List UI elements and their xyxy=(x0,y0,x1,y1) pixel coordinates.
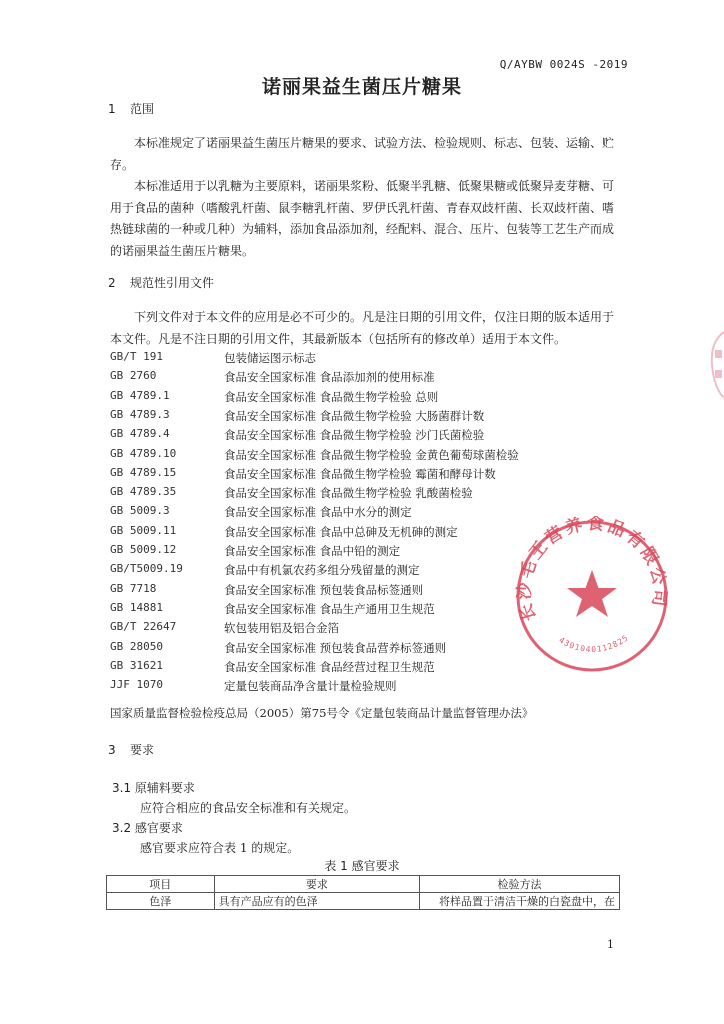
reference-title: 食品安全国家标准 食品微生物学检验 总则 xyxy=(224,389,439,404)
reference-title: 食品安全国家标准 预包装食品营养标签通则 xyxy=(224,640,447,655)
subsection-3-1-heading xyxy=(112,779,195,796)
reference-code: GB 4789.10 xyxy=(110,446,177,460)
section-number: 3 xyxy=(108,743,116,757)
table-header-cell: 项目 xyxy=(107,876,215,893)
reference-row xyxy=(110,678,630,698)
reference-title: 食品安全国家标准 食品微生物学检验 沙门氏菌检验 xyxy=(224,428,485,443)
seal-graphic xyxy=(512,516,672,676)
section-title: 范围 xyxy=(130,102,155,116)
star-icon xyxy=(567,570,617,617)
reference-title: 食品安全国家标准 预包装食品标签通则 xyxy=(224,582,424,597)
section-3-heading xyxy=(108,741,154,758)
reference-code: GB/T 22647 xyxy=(110,620,177,634)
table-header-cell: 要求 xyxy=(214,876,419,893)
standard-code: Q/AYBW 0024S -2019 xyxy=(499,58,628,71)
section-number: 1 xyxy=(108,102,116,116)
section-title: 要求 xyxy=(130,743,155,757)
subsection-3-2-heading xyxy=(112,819,183,836)
document-title: 诺丽果益生菌压片糖果 xyxy=(261,76,462,98)
subsection-3-2-text: 感官要求应符合表 1 的规定。 xyxy=(140,841,300,855)
reference-title: 食品安全国家标准 食品生产通用卫生规范 xyxy=(224,601,435,616)
subsection-number: 3.1 xyxy=(112,781,132,795)
reference-row xyxy=(110,389,630,409)
svg-text:长沙毛王营养食品有限公司 xyxy=(514,516,670,624)
reference-title: 食品安全国家标准 食品微生物学检验 乳酸菌检验 xyxy=(224,486,473,501)
table-row xyxy=(107,893,620,910)
reference-code: GB 28050 xyxy=(110,639,163,653)
reference-code: GB 7718 xyxy=(110,581,157,595)
reference-code: GB 2760 xyxy=(110,369,157,383)
references-intro: 下列文件对于本文件的应用是必不可少的。凡是注日期的引用文件，仅注日期的版本适用于本文件。凡是不注日期的引用文件，其最新版本（包括所有的修改单）适用于本文件。 xyxy=(110,310,615,346)
reference-row xyxy=(110,369,630,389)
reference-code: GB 4789.15 xyxy=(110,465,177,479)
reference-code: GB 31621 xyxy=(110,658,163,672)
section-number: 2 xyxy=(108,276,116,290)
reference-code: GB 4789.3 xyxy=(110,407,170,421)
subsection-number: 3.2 xyxy=(112,821,132,835)
reference-title: 包装储运图示标志 xyxy=(224,351,316,365)
reference-note: 国家质量监督检验检疫总局（2005）第75号令《定量包装商品计量监督管理办法》 xyxy=(110,706,534,720)
section-1-heading xyxy=(108,100,154,117)
reference-title: 食品安全国家标准 食品微生物学检验 金黄色葡萄球菌检验 xyxy=(224,447,519,462)
reference-title: 食品安全国家标准 食品中总砷及无机砷的测定 xyxy=(224,524,458,539)
edge-stamp-fragment xyxy=(706,330,724,400)
svg-text:4301040112825 xyxy=(557,633,630,654)
subsection-3-1-text: 应符合相应的食品安全标准和有关规定。 xyxy=(140,801,357,815)
reference-title: 食品安全国家标准 食品添加剂的使用标准 xyxy=(224,370,435,385)
reference-code: GB/T 191 xyxy=(110,350,163,363)
reference-title: 食品安全国家标准 食品微生物学检验 霉菌和酵母计数 xyxy=(224,466,496,481)
table-cell: 将样品置于清洁干燥的白瓷盘中，在 xyxy=(420,893,620,910)
table-cell: 色泽 xyxy=(107,893,215,910)
subsection-title: 感官要求 xyxy=(134,821,183,835)
reference-code: JJF 1070 xyxy=(110,678,163,692)
seal-text: 长沙毛王营养食品有限公司 xyxy=(514,516,670,624)
table-caption: 表 1 感官要求 xyxy=(324,859,400,873)
reference-code: GB/T5009.19 xyxy=(110,562,183,576)
reference-title: 食品安全国家标准 食品中铅的测定 xyxy=(224,544,401,558)
company-seal xyxy=(512,516,672,676)
section-title: 规范性引用文件 xyxy=(130,276,215,290)
table-header-cell: 检验方法 xyxy=(420,876,620,893)
reference-row xyxy=(110,485,630,505)
reference-code: GB 5009.3 xyxy=(110,504,170,518)
section-2-heading xyxy=(108,274,214,291)
table-header-row xyxy=(107,876,620,893)
scope-paragraph-1: 本标准规定了诺丽果益生菌压片糖果的要求、试验方法、检验规则、标志、包装、运输、贮存。 xyxy=(110,136,615,172)
page-number: 1 xyxy=(607,938,614,951)
reference-row xyxy=(110,447,630,467)
reference-title: 食品安全国家标准 食品中水分的测定 xyxy=(224,505,412,520)
reference-code: GB 4789.4 xyxy=(110,427,170,441)
reference-title: 定量包装商品净含量计量检验规则 xyxy=(224,679,397,694)
reference-title: 食品安全国家标准 食品经营过程卫生规范 xyxy=(224,659,435,674)
reference-code: GB 5009.12 xyxy=(110,543,177,556)
reference-code: GB 4789.35 xyxy=(110,485,177,499)
reference-title: 食品安全国家标准 食品微生物学检验 大肠菌群计数 xyxy=(224,408,485,423)
sensory-requirements-table xyxy=(106,875,620,910)
subsection-title: 原辅料要求 xyxy=(134,781,195,795)
table-cell: 具有产品应有的色泽 xyxy=(214,893,419,910)
reference-row xyxy=(110,427,630,447)
reference-row xyxy=(110,408,630,428)
reference-code: GB 5009.11 xyxy=(110,523,177,537)
reference-row xyxy=(110,466,630,486)
reference-code: GB 4789.1 xyxy=(110,388,170,402)
reference-code: GB 14881 xyxy=(110,600,163,614)
reference-title: 食品中有机氯农药多组分残留量的测定 xyxy=(224,563,420,578)
reference-row xyxy=(110,350,630,370)
scope-paragraph-2: 本标准适用于以乳糖为主要原料，诺丽果浆粉、低聚半乳糖、低聚果糖或低聚异麦芽糖、可用于食品的菌种（嗜酸乳杆菌、鼠李糖乳杆菌、罗伊氏乳杆菌、青春双歧杆菌、长双歧杆菌、嗜热链球菌的一种或几种）为辅料，添加食品添加剂，经配料、混合、压片、包装等工艺生产而成的诺丽果益生菌压片糖果。 xyxy=(110,179,615,258)
reference-title: 软包装用铝及铝合金箔 xyxy=(224,621,339,636)
seal-number: 4301040112825 xyxy=(557,633,631,655)
